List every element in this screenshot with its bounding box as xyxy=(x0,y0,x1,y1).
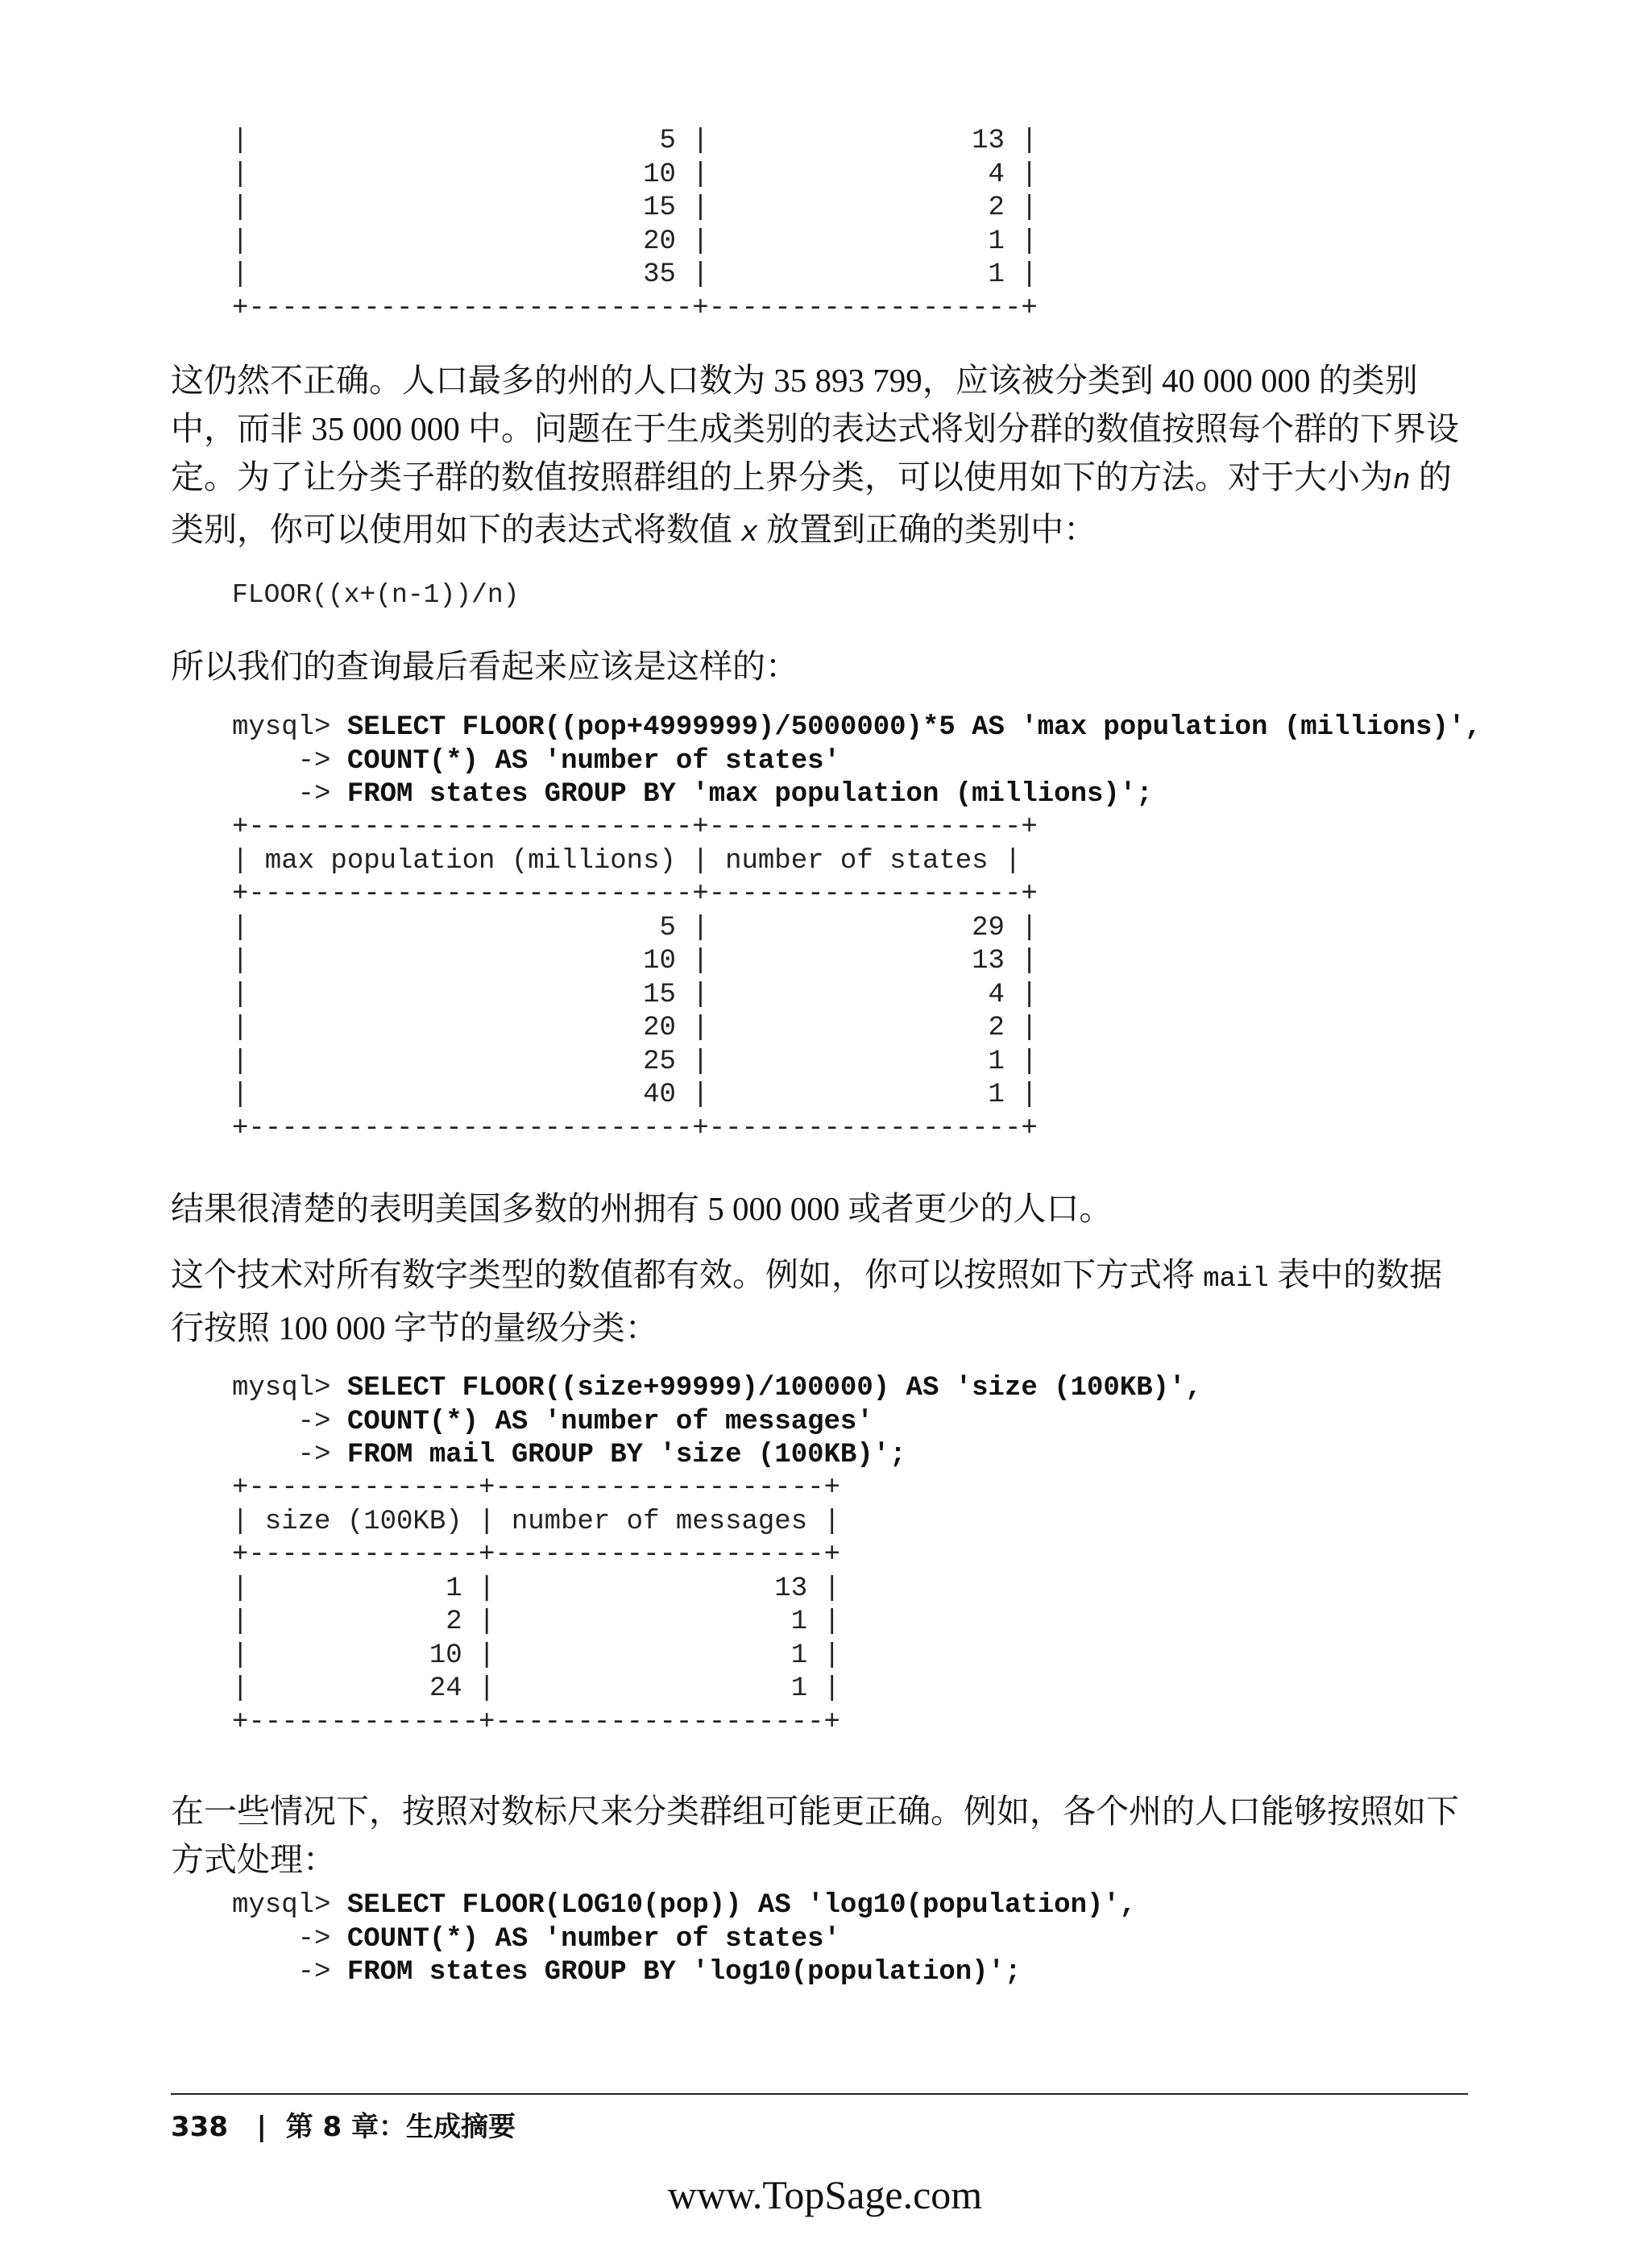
page-number: 338 xyxy=(171,2111,228,2143)
query-line: SELECT FLOOR((pop+4999999)/5000000)*5 AS 'max population (millions)', xyxy=(346,712,1482,743)
table-line: +--------------+--------------------+ xyxy=(232,1540,840,1570)
query-line: COUNT(*) AS 'number of messages' xyxy=(346,1406,873,1437)
table-line: | size (100KB) | number of messages | xyxy=(232,1506,840,1537)
page-footer xyxy=(171,2104,516,2144)
table-line: | 25 | 1 | xyxy=(232,1046,1038,1077)
sql-query: mysql> SELECT FLOOR((pop+4999999)/5000000)*5 AS 'max population (millions)', -> COUNT(*) AS 'number of states' -> FROM states GROUP BY 'max population (millions)'; xyxy=(232,712,1482,810)
query-line: COUNT(*) AS 'number of states' xyxy=(346,1923,840,1955)
result-table xyxy=(232,811,1038,1146)
table-line: | 15 | 4 | xyxy=(232,979,1038,1010)
table-line: | 24 | 1 | xyxy=(232,1673,840,1704)
sql-query: mysql> SELECT FLOOR((size+99999)/100000) AS 'size (100KB)', -> COUNT(*) AS 'number of messages' -> FROM mail GROUP BY 'size (100KB)'; xyxy=(232,1373,1202,1470)
paragraph: 所以我们的查询最后看起来应该是这样的： xyxy=(171,648,798,685)
paragraph: 这仍然不正确。人口最多的州的人口数为 35 893 799，应该被分类到 40 000 000 的类别中，而非 35 000 000 中。问题在于生成类别的表达式将划分群的数值按照每个群的下界设定。为了让分类子群的数值按照群组的上界分类，可以使用如下的方法。对于大小为n 的类别，你可以使用如下的表达式将数值 x 放置到正确的类别中： xyxy=(171,362,1459,549)
watermark: www.TopSage.com xyxy=(667,2172,983,2217)
paragraph: 这个技术对所有数字类型的数值都有效。例如，你可以按照如下方式将 mail 表中的数据行按照 100 000 字节的量级分类： xyxy=(171,1256,1443,1346)
table-line: | 20 | 2 | xyxy=(232,1013,1038,1043)
query-line: FROM mail GROUP BY 'size (100KB)'; xyxy=(346,1440,906,1470)
chapter-title: 第 8 章：生成摘要 xyxy=(285,2111,516,2143)
query-line: SELECT FLOOR((size+99999)/100000) AS 'size (100KB)', xyxy=(346,1373,1202,1404)
table-line: +---------------------------+-------------------+ xyxy=(232,1113,1038,1144)
footer-separator: | xyxy=(256,2111,267,2143)
paragraph: 在一些情况下，按照对数标尺来分类群组可能更正确。例如，各个州的人口能够按照如下方式处理： xyxy=(171,1793,1459,1878)
footer-divider xyxy=(171,2093,1468,2095)
query-line: FROM states GROUP BY 'max population (millions)'; xyxy=(346,779,1153,810)
table-line: | 20 | 1 | xyxy=(232,226,1038,257)
sql-query: mysql> SELECT FLOOR(LOG10(pop)) AS 'log10(population)', -> COUNT(*) AS 'number of states' -> FROM states GROUP BY 'log10(population)'; xyxy=(232,1890,1137,1988)
table-line: +---------------------------+-------------------+ xyxy=(232,812,1038,843)
table-line: | 10 | 13 | xyxy=(232,946,1038,976)
query-line: COUNT(*) AS 'number of states' xyxy=(346,745,840,777)
table-line: | 15 | 2 | xyxy=(232,193,1038,223)
table-line: | 5 | 13 | xyxy=(232,126,1038,156)
table-line: | 10 | 4 | xyxy=(232,159,1038,190)
table-line: | 5 | 29 | xyxy=(232,912,1038,943)
table-line: +---------------------------+-------------------+ xyxy=(232,879,1038,910)
result-table-tail xyxy=(232,125,1038,325)
table-line: | 1 | 13 | xyxy=(232,1573,840,1604)
formula-code: FLOOR((x+(n-1))/n) xyxy=(232,580,520,610)
query-line: SELECT FLOOR(LOG10(pop)) AS 'log10(population)', xyxy=(346,1890,1137,1921)
result-table xyxy=(232,1472,840,1739)
table-line: +---------------------------+-------------------+ xyxy=(232,292,1038,324)
table-line: | 2 | 1 | xyxy=(232,1607,840,1637)
paragraph: 结果很清楚的表明美国多数的州拥有 5 000 000 或者更少的人口。 xyxy=(171,1190,1113,1227)
table-line: | 40 | 1 | xyxy=(232,1080,1038,1110)
table-line: | 10 | 1 | xyxy=(232,1640,840,1671)
table-line: +--------------+--------------------+ xyxy=(232,1706,840,1738)
inline-code: mail xyxy=(1203,1264,1269,1295)
table-line: | 35 | 1 | xyxy=(232,259,1038,290)
table-line: | max population (millions) | number of states | xyxy=(232,845,1022,877)
query-line: FROM states GROUP BY 'log10(population)'; xyxy=(346,1957,1022,1988)
table-line: +--------------+--------------------+ xyxy=(232,1473,840,1503)
